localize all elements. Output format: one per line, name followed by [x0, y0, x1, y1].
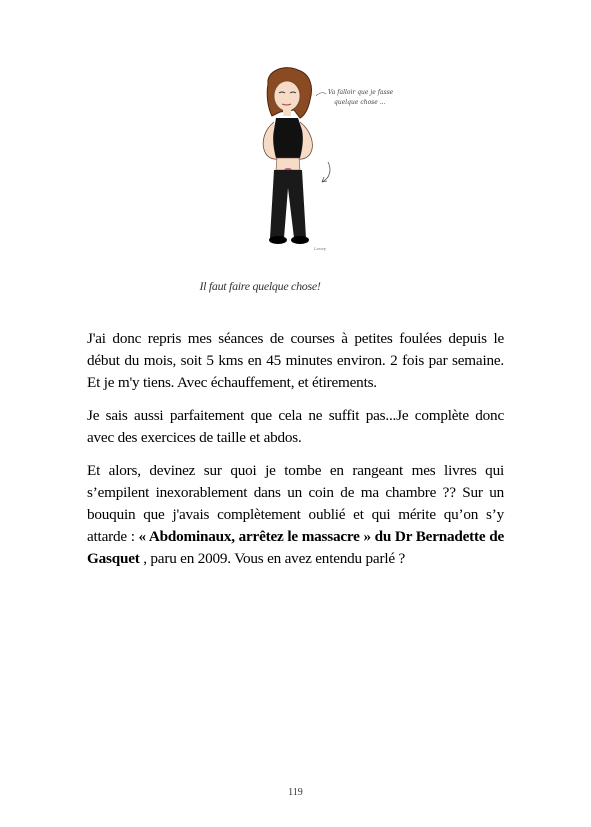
speech-bubble-line2: quelque chose ... [334, 99, 386, 106]
book-title: « Abdominaux, arrêtez le massacre » du Dr Bernadette de Gasquet [87, 528, 504, 567]
speech-bubble-line1: Va falloir que je fasse [328, 89, 394, 96]
body-text [87, 328, 504, 581]
paragraph-3-start: Et alors, devinez sur quoi je tombe en rangeant mes livres qui s’empilent inexorablement dans un coin de ma chambre ?? Sur un bouquin que j'avais complètement oublié et qui mérite qu’on s’y attarde : [87, 462, 504, 545]
page-number: 119 [288, 787, 303, 798]
paragraph-2: Je sais aussi parfaitement que cela ne suffit pas...Je complète donc avec des exercices de taille et abdos. [87, 407, 504, 446]
woman-drawing [236, 66, 406, 266]
paragraph-3 [87, 460, 504, 570]
cartoon-illustration [236, 66, 406, 266]
paragraph-1: J'ai donc repris mes séances de courses à petites foulées depuis le début du mois, soit 5 kms en 45 minutes environ. 2 fois par semaine. Et je m'y tiens. Avec échauffement, et étirements. [87, 330, 504, 391]
signature: Louvy [314, 246, 327, 251]
paragraph-3-end: , paru en 2009. Vous en avez entendu parlé ? [139, 550, 406, 567]
figure-caption: Il faut faire quelque chose! [199, 279, 321, 293]
